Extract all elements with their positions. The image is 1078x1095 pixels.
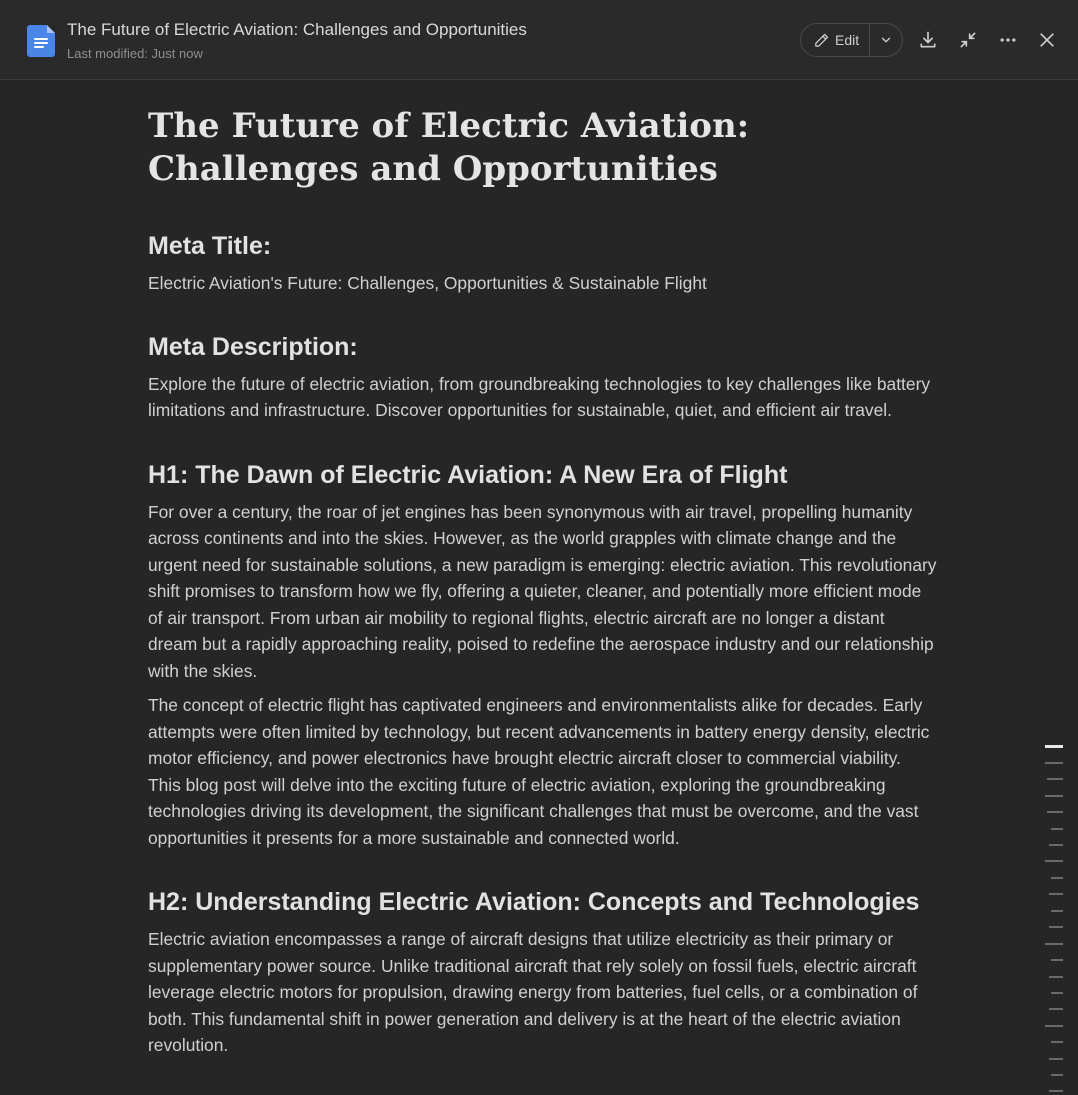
outline-marker[interactable]: [1045, 860, 1063, 862]
outline-marker[interactable]: [1051, 1074, 1063, 1076]
outline-marker[interactable]: [1051, 828, 1063, 830]
edit-options-button[interactable]: [870, 24, 902, 56]
last-modified-label: Last modified: Just now: [67, 46, 203, 61]
outline-marker-active[interactable]: [1045, 745, 1063, 748]
outline-marker[interactable]: [1049, 976, 1063, 978]
file-title: The Future of Electric Aviation: Challenges and Opportunities: [67, 20, 527, 39]
edit-button-label: Edit: [835, 32, 860, 48]
outline-marker[interactable]: [1051, 910, 1063, 912]
h1-paragraph-2: The concept of electric flight has captivated engineers and environmentalists alike for decades. Early attempts were often limited by technology, but recent advancements in battery energy density, electric motor efficiency, and power electronics have brought electric aircraft closer to commercial viability. This blog post will delve into the exciting future of electric aviation, exploring the groundbreaking technologies driving its development, the significant challenges that must be overcome, and the vast opportunities it presents for a more sustainable and connected world.: [148, 695, 930, 848]
viewer-header: [0, 0, 1078, 80]
outline-marker[interactable]: [1049, 1008, 1063, 1010]
chevron-down-icon: [879, 33, 893, 47]
outline-marker[interactable]: [1051, 1041, 1063, 1043]
outline-marker[interactable]: [1049, 893, 1063, 895]
document-body: [148, 100, 938, 1059]
close-button[interactable]: [1035, 28, 1059, 52]
download-icon: [918, 30, 938, 50]
outline-marker[interactable]: [1045, 795, 1063, 797]
edit-button[interactable]: [801, 24, 870, 56]
outline-marker[interactable]: [1049, 926, 1063, 928]
pencil-icon: [813, 32, 830, 49]
outline-marker[interactable]: [1047, 778, 1063, 780]
meta-title-heading: Meta Title:: [148, 232, 272, 260]
outline-marker[interactable]: [1049, 844, 1063, 846]
close-icon: [1037, 30, 1057, 50]
document-title: The Future of Electric Aviation: Challenges and Opportunities: [148, 106, 750, 189]
meta-description-heading: Meta Description:: [148, 332, 358, 361]
outline-marker[interactable]: [1045, 762, 1063, 764]
edit-split-button: [800, 23, 903, 57]
more-horizontal-icon: [998, 30, 1018, 50]
outline-marker[interactable]: [1051, 992, 1063, 994]
outline-marker[interactable]: [1051, 877, 1063, 879]
outline-marker[interactable]: [1051, 959, 1063, 961]
h1-paragraph-1: For over a century, the roar of jet engines has been synonymous with air travel, propelling humanity across continents and into the skies. However, as the world grapples with climate change and the urgent need for sustainable solutions, a new paradigm is emerging: electric aviation. This revolutionary shift promises to transform how we fly, offering a quieter, cleaner, and potentially more efficient mode of air transport. From urban air mobility to regional flights, electric aircraft are no longer a distant dream but a rapidly approaching reality, poised to redefine the aerospace industry and our relationship with the skies.: [148, 501, 937, 681]
h1-section-heading: H1: The Dawn of Electric Aviation: A New Era of Flight: [148, 460, 788, 489]
minimize-icon: [958, 30, 978, 50]
h2-section-heading: H2: Understanding Electric Aviation: Concepts and Technologies: [148, 888, 920, 916]
meta-description-text: Explore the future of electric aviation, from groundbreaking technologies to key challenges like battery limitations and infrastructure. Discover opportunities for sustainable, quiet, and efficient air travel.: [148, 373, 931, 420]
download-button[interactable]: [916, 28, 940, 52]
more-options-button[interactable]: [996, 28, 1020, 52]
outline-marker[interactable]: [1045, 1025, 1063, 1027]
h2-paragraph-1: Electric aviation encompasses a range of aircraft designs that utilize electricity as their primary or supplementary power source. Unlike traditional aircraft that rely solely on fossil fuels, electric aircraft leverage electric motors for propulsion, drawing energy from batteries, fuel cells, or a combination of both. This fundamental shift in power generation and delivery is at the heart of the electric aviation revolution.: [148, 929, 918, 1055]
outline-marker[interactable]: [1049, 1058, 1063, 1060]
minimize-button[interactable]: [956, 28, 980, 52]
outline-marker[interactable]: [1045, 943, 1063, 945]
google-docs-icon: [27, 25, 55, 57]
meta-title-text: Electric Aviation's Future: Challenges, Opportunities & Sustainable Flight: [148, 273, 707, 293]
outline-marker[interactable]: [1049, 1090, 1063, 1092]
document-outline-scrollmap[interactable]: [1042, 740, 1066, 1095]
outline-marker[interactable]: [1047, 811, 1063, 813]
